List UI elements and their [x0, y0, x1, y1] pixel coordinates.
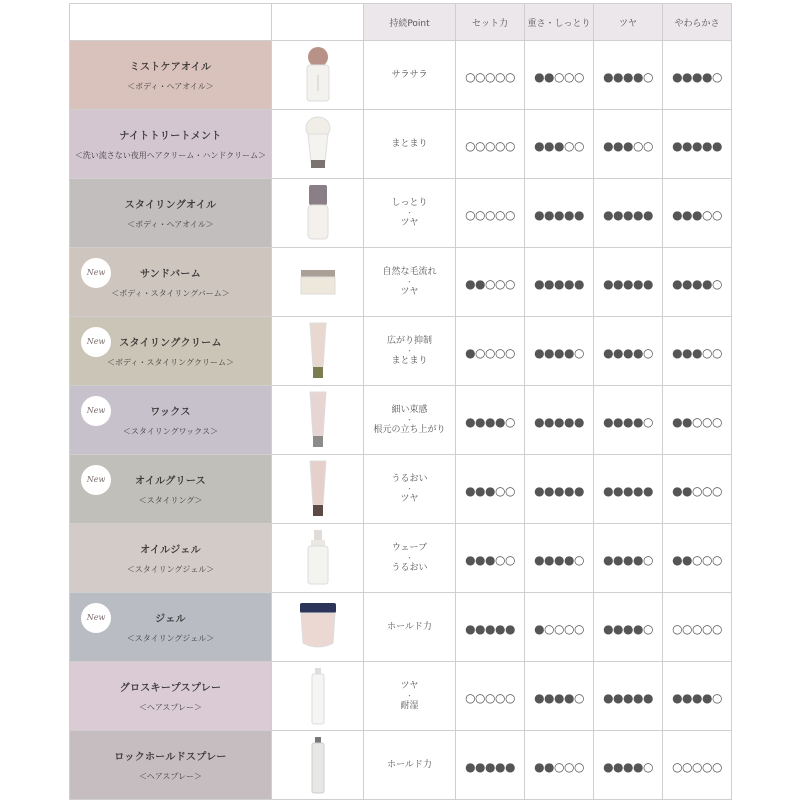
point-text: 根元の立ち上がり: [373, 425, 446, 435]
rating-dots: ●●○○○: [465, 276, 515, 291]
rating-dots: ●●●●●: [603, 276, 653, 291]
softness-rating: [663, 386, 732, 455]
rating-dots: ●●●○○: [603, 138, 653, 153]
product-name-cell: [70, 110, 272, 179]
product-category: ＜スタイリングワックス＞: [122, 427, 219, 436]
product-image: [272, 114, 363, 174]
point-separator: ・: [406, 692, 413, 700]
header-weight: 重さ・しっとり: [525, 4, 594, 41]
weight-rating: [525, 248, 594, 317]
product-category: ＜ボディ・ヘアオイル＞: [127, 220, 214, 229]
weight-rating: [525, 524, 594, 593]
product-row: [70, 662, 732, 731]
point-text: まとまり: [391, 356, 428, 366]
product-row: [70, 524, 732, 593]
gloss-rating: [594, 455, 663, 524]
product-category: ＜スタイリングジェル＞: [126, 634, 215, 643]
softness-rating: [663, 731, 732, 800]
product-image-cell: [272, 179, 364, 248]
product-category: ＜スタイリングジェル＞: [126, 565, 215, 574]
point-text: ツヤ: [400, 494, 419, 504]
point-text: ホールド力: [387, 622, 432, 632]
weight-rating: [525, 110, 594, 179]
point-cell: [364, 110, 456, 179]
point-text: 耐湿: [400, 701, 419, 711]
new-badge: New: [81, 258, 111, 288]
gloss-rating: [594, 524, 663, 593]
product-image-cell: [272, 386, 364, 455]
point-cell: [364, 386, 456, 455]
product-name: ナイトトリートメント: [119, 131, 222, 142]
weight-rating: [525, 455, 594, 524]
point-cell: [364, 317, 456, 386]
product-image-cell: [272, 317, 364, 386]
product-name-cell: [70, 41, 272, 110]
rating-dots: ●○○○○: [465, 345, 515, 360]
rating-dots: ○○○○○: [672, 759, 722, 774]
gloss-rating: [594, 662, 663, 731]
set-rating: [456, 179, 525, 248]
product-name: オイルグリース: [135, 476, 206, 487]
rating-dots: ●●●●○: [672, 276, 722, 291]
product-row: [70, 593, 732, 662]
product-category: ＜ヘアスプレー＞: [138, 772, 203, 781]
point-text: 自然な毛流れ: [382, 267, 437, 277]
product-category: ＜スタイリング＞: [138, 496, 203, 505]
weight-rating: [525, 662, 594, 731]
rating-dots: ●●○○○: [672, 414, 722, 429]
rating-dots: ●●●●○: [672, 69, 722, 84]
product-image-cell: [272, 110, 364, 179]
new-badge: New: [81, 465, 111, 495]
set-rating: [456, 524, 525, 593]
product-name: オイルジェル: [140, 545, 201, 556]
rating-dots: ●●●●○: [603, 414, 653, 429]
header-softness: やわらかさ: [663, 4, 732, 41]
product-row: [70, 110, 732, 179]
header-gloss: ツヤ: [594, 4, 663, 41]
set-rating: [456, 248, 525, 317]
product-row: [70, 179, 732, 248]
point-text: ツヤ: [400, 681, 419, 691]
product-name: ジェル: [155, 614, 186, 625]
rating-dots: ●●●●○: [534, 552, 584, 567]
weight-rating: [525, 317, 594, 386]
product-image: [272, 597, 363, 657]
rating-dots: ●●●○○: [465, 552, 515, 567]
product-name: スタイリングオイル: [124, 200, 217, 211]
point-text: ウェーブ: [391, 543, 428, 553]
rating-dots: ●●●●●: [465, 621, 515, 636]
product-image: [272, 45, 363, 105]
product-name-cell: [70, 731, 272, 800]
rating-dots: ●○○○○: [534, 621, 584, 636]
rating-dots: ●●●●○: [534, 690, 584, 705]
product-category: ＜ボディ・スタイリングクリーム＞: [106, 358, 235, 367]
product-image: [272, 735, 363, 795]
rating-dots: ●●●●●: [603, 207, 653, 222]
weight-rating: [525, 593, 594, 662]
point-separator: ・: [406, 209, 413, 217]
point-text: ホールド力: [387, 760, 432, 770]
product-name: スタイリングクリーム: [119, 338, 222, 349]
new-badge: New: [81, 603, 111, 633]
point-separator: ・: [406, 554, 413, 562]
product-category: ＜ボディ・スタイリングバーム＞: [111, 289, 230, 298]
rating-dots: ●●○○○: [534, 759, 584, 774]
set-rating: [456, 386, 525, 455]
weight-rating: [525, 179, 594, 248]
rating-dots: ●●●○○: [465, 483, 515, 498]
rating-dots: ○○○○○: [465, 690, 515, 705]
product-image-cell: [272, 662, 364, 731]
gloss-rating: [594, 593, 663, 662]
point-cell: [364, 179, 456, 248]
point-cell: [364, 524, 456, 593]
product-comparison-table: [69, 3, 732, 800]
product-row: [70, 317, 732, 386]
set-rating: [456, 593, 525, 662]
product-image-cell: [272, 248, 364, 317]
rating-dots: ●●●●●: [603, 690, 653, 705]
rating-dots: ●●○○○: [534, 69, 584, 84]
point-separator: ・: [406, 347, 413, 355]
point-text: まとまり: [391, 139, 428, 149]
set-rating: [456, 662, 525, 731]
rating-dots: ●●●●●: [603, 483, 653, 498]
rating-dots: ○○○○○: [465, 69, 515, 84]
set-rating: [456, 455, 525, 524]
gloss-rating: [594, 110, 663, 179]
softness-rating: [663, 248, 732, 317]
product-name-cell: [70, 455, 272, 524]
product-name-cell: [70, 317, 272, 386]
point-cell: [364, 455, 456, 524]
point-text: 細い束感: [391, 405, 428, 415]
product-name-cell: [70, 593, 272, 662]
rating-dots: ●●●●○: [603, 759, 653, 774]
product-row: [70, 731, 732, 800]
weight-rating: [525, 41, 594, 110]
product-name: グロスキープスプレー: [119, 683, 222, 694]
point-text: ツヤ: [400, 218, 419, 228]
product-row: [70, 455, 732, 524]
rating-dots: ●●●○○: [672, 345, 722, 360]
softness-rating: [663, 179, 732, 248]
header-set: セット力: [456, 4, 525, 41]
product-image-cell: [272, 41, 364, 110]
product-name: ミストケアオイル: [129, 62, 212, 73]
product-name: ロックホールドスプレー: [114, 752, 227, 763]
rating-dots: ●●●●●: [534, 483, 584, 498]
set-rating: [456, 41, 525, 110]
new-badge: New: [81, 327, 111, 357]
rating-dots: ●●●●●: [534, 207, 584, 222]
rating-dots: ●●●○○: [534, 138, 584, 153]
product-image: [272, 666, 363, 726]
point-text: サラサラ: [391, 70, 428, 80]
rating-dots: ○○○○○: [465, 138, 515, 153]
product-name-cell: [70, 248, 272, 317]
set-rating: [456, 110, 525, 179]
rating-dots: ●●●●●: [534, 414, 584, 429]
softness-rating: [663, 110, 732, 179]
product-image: [272, 390, 363, 450]
product-image-cell: [272, 593, 364, 662]
product-name-cell: [70, 179, 272, 248]
product-name-cell: [70, 524, 272, 593]
product-name-cell: [70, 662, 272, 731]
new-badge: New: [81, 396, 111, 426]
point-separator: ・: [406, 416, 413, 424]
rating-dots: ●●●○○: [672, 207, 722, 222]
point-text: うるおい: [391, 474, 428, 484]
rating-dots: ●●●●○: [603, 345, 653, 360]
point-cell: [364, 731, 456, 800]
gloss-rating: [594, 248, 663, 317]
gloss-rating: [594, 731, 663, 800]
product-category: ＜ヘアスプレー＞: [138, 703, 203, 712]
product-image: [272, 528, 363, 588]
product-category: ＜洗い流さない夜用ヘアクリーム・ハンドクリーム＞: [74, 151, 267, 160]
rating-dots: ●●●●○: [603, 69, 653, 84]
header-point: 持続Point: [364, 4, 456, 41]
softness-rating: [663, 524, 732, 593]
product-name-cell: [70, 386, 272, 455]
product-image: [272, 459, 363, 519]
rating-dots: ●●○○○: [672, 552, 722, 567]
header-blank-name: [70, 4, 272, 41]
gloss-rating: [594, 179, 663, 248]
point-cell: [364, 662, 456, 731]
product-row: [70, 248, 732, 317]
rating-dots: ○○○○○: [672, 621, 722, 636]
gloss-rating: [594, 41, 663, 110]
point-text: 広がり抑制: [386, 336, 432, 346]
point-cell: [364, 41, 456, 110]
point-text: しっとり: [391, 198, 428, 208]
header-row: [70, 4, 732, 41]
softness-rating: [663, 317, 732, 386]
product-name: サンドバーム: [139, 269, 202, 280]
point-separator: ・: [406, 485, 413, 493]
rating-dots: ●●●●●: [465, 759, 515, 774]
rating-dots: ●●●●●: [534, 276, 584, 291]
point-cell: [364, 248, 456, 317]
point-cell: [364, 593, 456, 662]
rating-dots: ●●●●●: [672, 138, 722, 153]
rating-dots: ●●●●○: [534, 345, 584, 360]
product-row: [70, 41, 732, 110]
product-category: ＜ボディ・ヘアオイル＞: [127, 82, 214, 91]
softness-rating: [663, 455, 732, 524]
product-image-cell: [272, 524, 364, 593]
softness-rating: [663, 593, 732, 662]
set-rating: [456, 317, 525, 386]
product-image: [272, 252, 363, 312]
rating-dots: ●●●●○: [672, 690, 722, 705]
point-text: ツヤ: [400, 287, 419, 297]
product-image: [272, 321, 363, 381]
weight-rating: [525, 386, 594, 455]
product-image-cell: [272, 455, 364, 524]
rating-dots: ●●●●○: [603, 552, 653, 567]
product-row: [70, 386, 732, 455]
softness-rating: [663, 41, 732, 110]
product-image: [272, 183, 363, 243]
header-blank-image: [272, 4, 364, 41]
product-image-cell: [272, 731, 364, 800]
rating-dots: ●●○○○: [672, 483, 722, 498]
gloss-rating: [594, 317, 663, 386]
rating-dots: ●●●●○: [465, 414, 515, 429]
rating-dots: ○○○○○: [465, 207, 515, 222]
point-separator: ・: [406, 278, 413, 286]
rating-dots: ●●●●○: [603, 621, 653, 636]
point-text: うるおい: [391, 563, 428, 573]
gloss-rating: [594, 386, 663, 455]
set-rating: [456, 731, 525, 800]
softness-rating: [663, 662, 732, 731]
product-name: ワックス: [150, 407, 191, 418]
weight-rating: [525, 731, 594, 800]
